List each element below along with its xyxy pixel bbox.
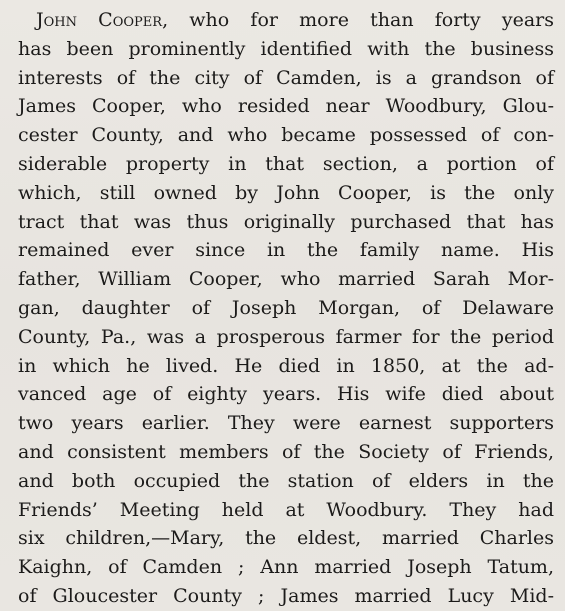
text-line: interests of the city of Camden, is a grandson of: [18, 66, 554, 89]
text-line: vanced age of eighty years. His wife died about: [18, 383, 554, 406]
text-line: and consistent members of the Society of Friends,: [18, 440, 554, 463]
text-line: John Cooper, who for more than forty years: [36, 9, 554, 31]
text-line: six children,—Mary, the eldest, married Charles: [18, 527, 554, 550]
text-line: has been prominently identified with the business: [18, 37, 554, 60]
text-line: remained ever since in the family name. His: [18, 239, 554, 262]
text-line: tract that was thus originally purchased that has: [18, 210, 554, 233]
text-line: cester County, and who became possessed of con-: [18, 124, 554, 147]
text-line: Kaighn, of Camden ; Ann married Joseph Tatum,: [18, 556, 554, 579]
text-line: Friends’ Meeting held at Woodbury. They had: [18, 498, 554, 521]
name-lead: John Cooper: [36, 9, 163, 31]
text-line: of Gloucester County ; James married Lucy Mid-: [18, 584, 554, 607]
text-line: which, still owned by John Cooper, is the only: [18, 181, 554, 204]
text-line: father, William Cooper, who married Sarah Mor-: [18, 268, 554, 291]
text-line: gan, daughter of Joseph Morgan, of Delaware: [18, 296, 554, 319]
text-line: James Cooper, who resided near Woodbury, Glou-: [18, 95, 554, 118]
text-line: siderable property in that section, a portion of: [18, 152, 554, 175]
text-line: in which he lived. He died in 1850, at the ad-: [18, 354, 554, 377]
text-line: County, Pa., was a prosperous farmer for the period: [18, 325, 554, 348]
document-paragraph: [18, 6, 554, 611]
text-line: two years earlier. They were earnest supporters: [18, 412, 554, 435]
text-line: and both occupied the station of elders in the: [18, 469, 554, 492]
